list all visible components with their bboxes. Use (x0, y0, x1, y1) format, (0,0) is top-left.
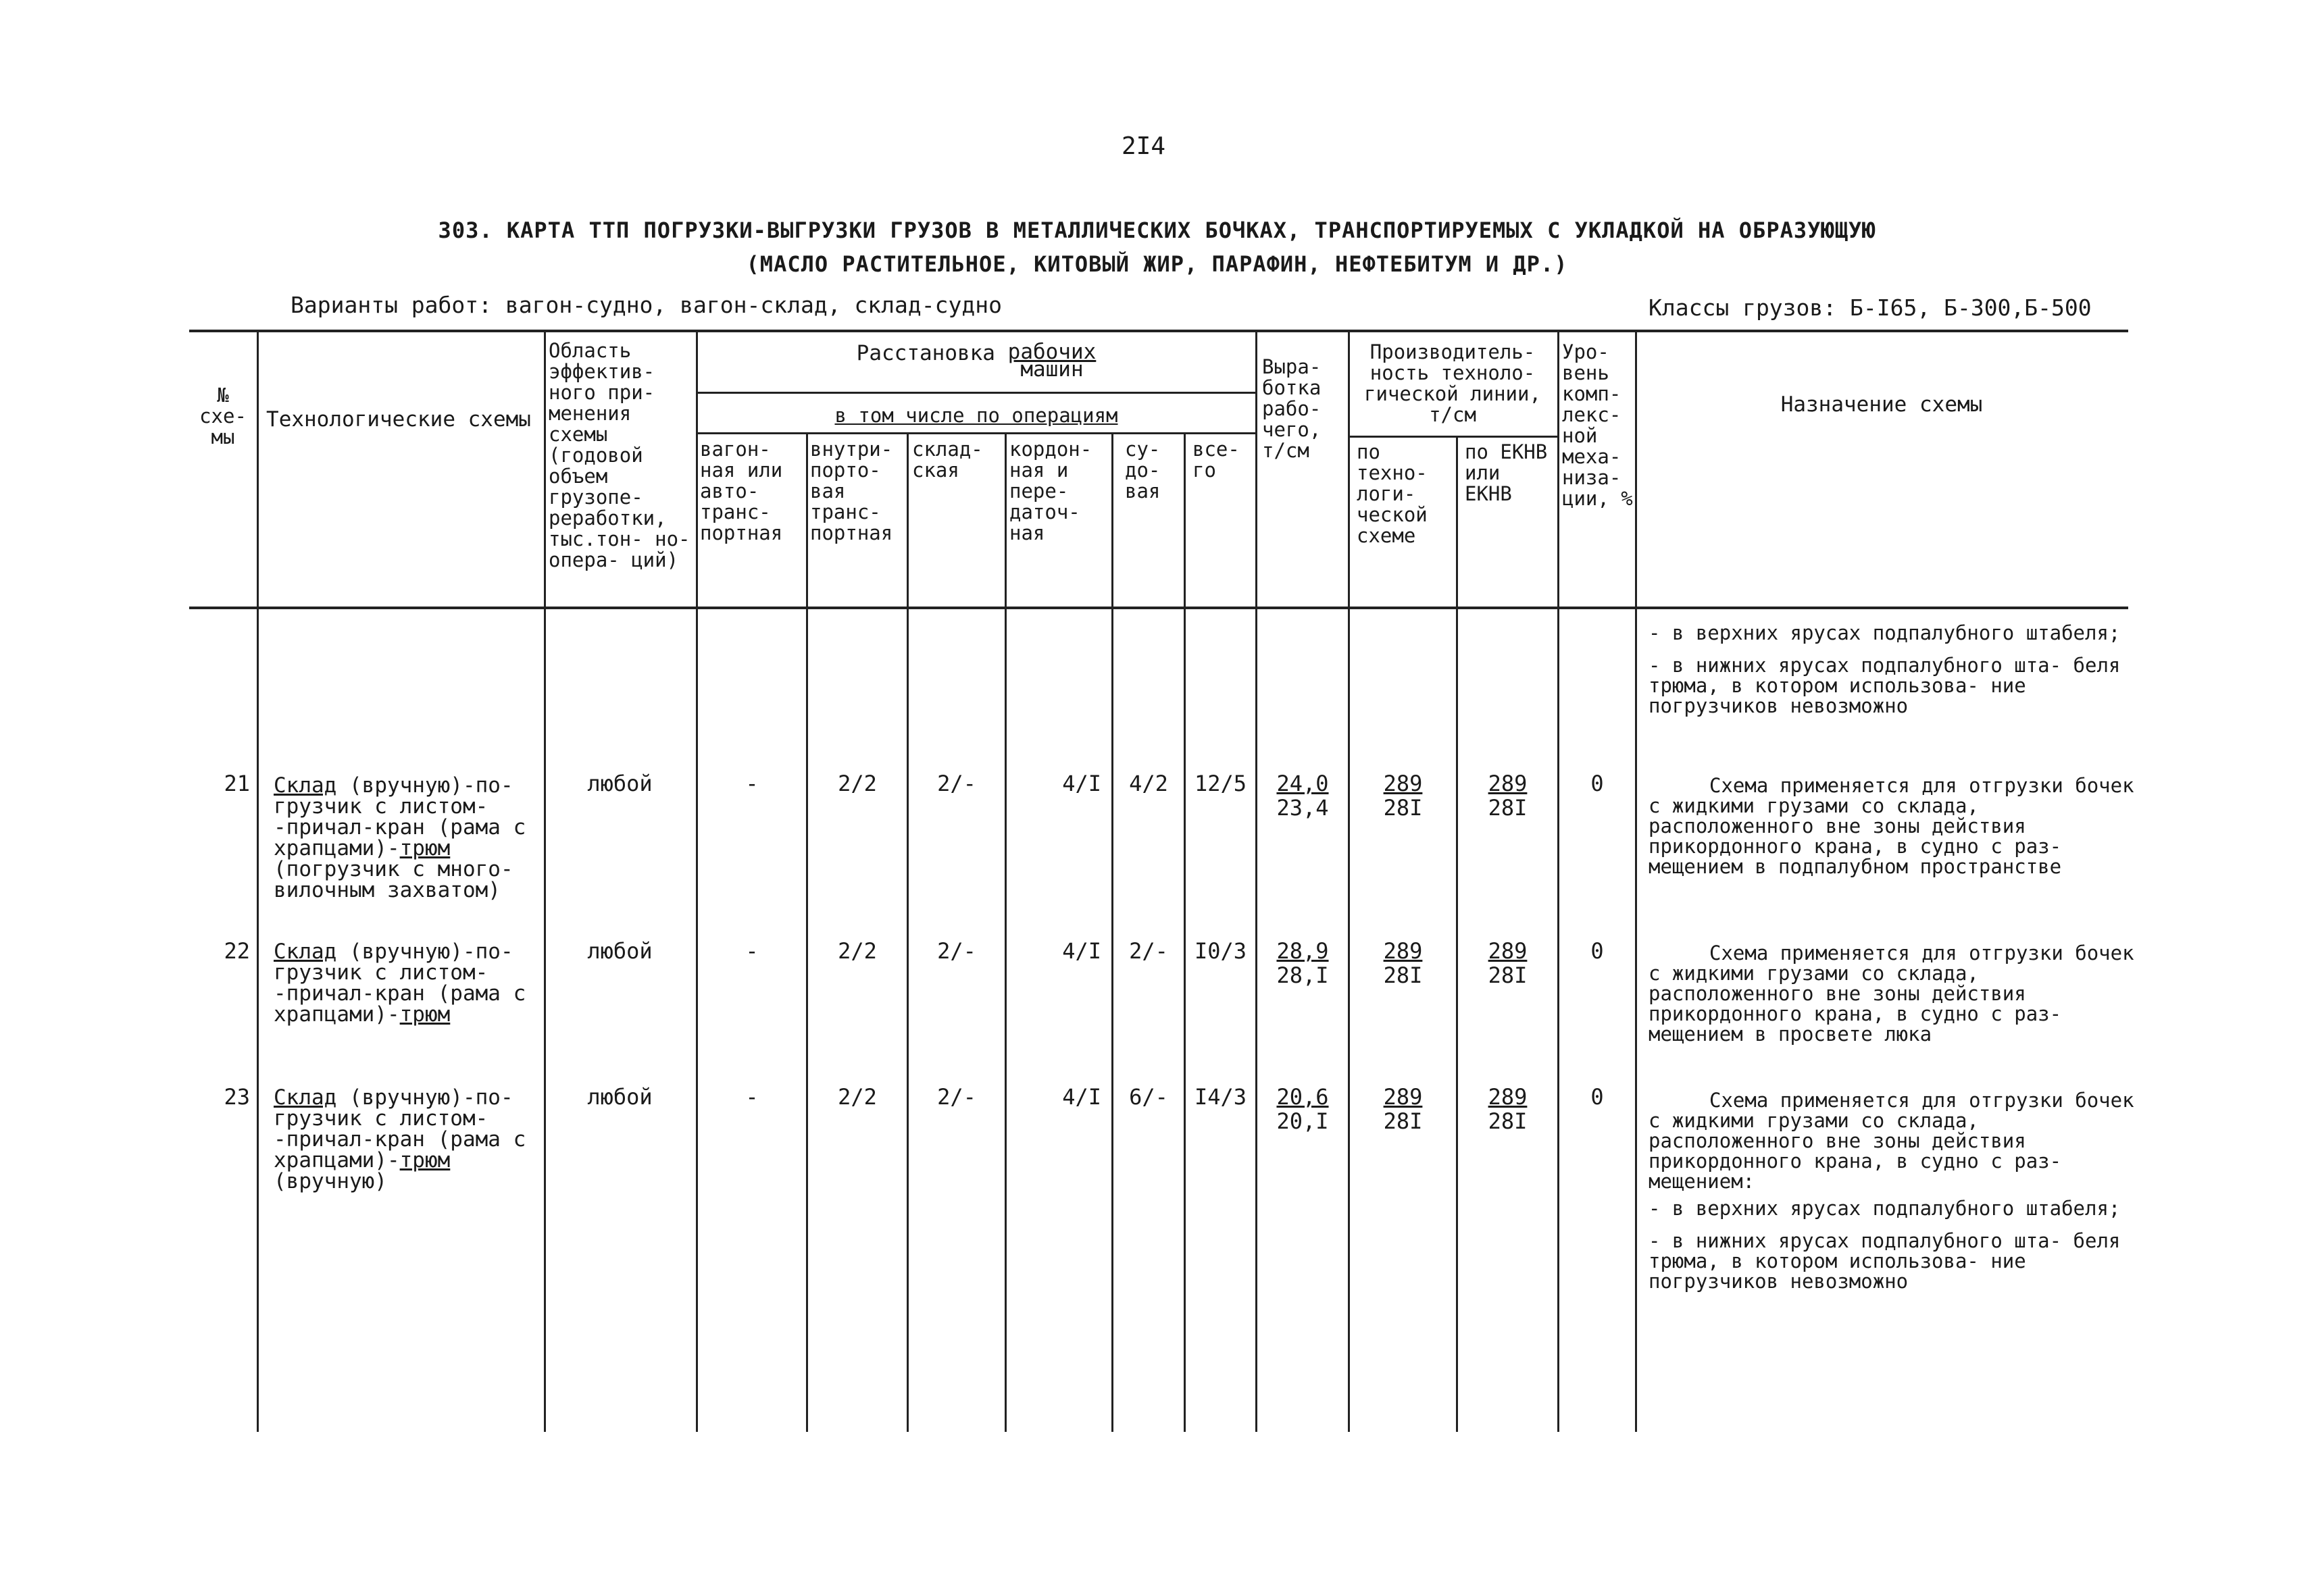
row-op-warehouse: 2/- (937, 771, 976, 796)
row-op-warehouse: 2/- (937, 938, 976, 964)
header-incl-ops: в том числе по операциям (834, 404, 1118, 427)
header-num: № схе- мы (199, 384, 247, 448)
row-op-total: 12/5 (1194, 771, 1247, 796)
header-op-total: все- го (1192, 438, 1240, 482)
header-op-ship: су- до- вая (1125, 438, 1161, 503)
page-subtitle: (МАСЛО РАСТИТЕЛЬНОЕ, КИТОВЫЙ ЖИР, ПАРАФИН, НЕФТЕБИТУМ И ДР.) (746, 251, 1568, 277)
row-op-ship: 6/- (1129, 1084, 1168, 1110)
row-prod-eknv: 289 28I (1488, 771, 1528, 821)
header-op-warehouse: склад- ская (912, 438, 983, 482)
row-op-cordon: 4/I (1062, 771, 1101, 796)
cargo-classes: Классы грузов: Б-I65, Б-300,Б-500 (1649, 294, 2092, 321)
row-op-total: I4/3 (1194, 1084, 1247, 1110)
header-purpose: Назначение схемы (1780, 392, 1983, 417)
header-op-cordon: кордон- ная и пере- даточ- ная (1009, 438, 1092, 544)
row-purpose: Схема применяется для отгрузки бочек с жидкими грузами со склада, расположенного вне зоны действия прикордонного крана, в судно с раз- мещением в подпалубном пространстве (1649, 774, 2134, 878)
page-title: 303. КАРТА ТТП ПОГРУЗКИ-ВЫГРУЗКИ ГРУЗОВ В МЕТАЛЛИЧЕСКИХ БОЧКАХ, ТРАНСПОРТИРУЕМЫХ С УКЛАДКОЙ НА ОБРАЗУЮЩУЮ (438, 217, 1876, 243)
row-op-warehouse: 2/- (937, 1084, 976, 1110)
intro-purpose-line: - в нижних ярусах подпалубного шта- беля трюма, в котором использова- ние погрузчиков невозможно (1649, 654, 2121, 717)
header-prod-eknv: по ЕКНВ или ЕКНВ (1465, 440, 1548, 505)
work-variants: Варианты работ: вагон-судно, вагон-склад, склад-судно (291, 292, 1002, 318)
row-output: 28,9 28,I (1276, 938, 1329, 988)
page-number: 2I4 (1122, 132, 1166, 160)
row-schema: Склад (вручную)-по- грузчик с листом- -причал-кран (рама с храпцами)-трюм (вручную) (274, 1085, 526, 1193)
header-placement-prefix: Расстановка (856, 341, 995, 365)
row-op-wagon: - (745, 771, 759, 796)
header-op-wagon: вагон- ная или авто- транс- портная (700, 438, 783, 544)
row-prod-tech: 289 28I (1383, 771, 1423, 821)
intro-purpose (1649, 623, 2135, 716)
row-op-inport: 2/2 (838, 771, 877, 796)
header-productivity: Производитель- ность техноло- гической линии, т/см (1364, 340, 1541, 426)
row-purpose (1649, 1090, 2135, 1291)
row-op-cordon: 4/I (1062, 1084, 1101, 1110)
row-schema: Склад (вручную)-по- грузчик с листом- -причал-кран (рама с храпцами)-трюм (погрузчик с много- вилочным захватом) (274, 773, 526, 902)
row-op-total: I0/3 (1194, 938, 1247, 964)
row-num: 22 (224, 938, 250, 964)
row-purpose: Схема применяется для отгрузки бочек с жидкими грузами со склада, расположенного вне зоны действия прикордонного крана, в судно с раз- мещением в просвете люка (1649, 942, 2134, 1046)
header-output: Выра- ботка рабо- чего, т/см (1262, 355, 1322, 462)
row-prod-eknv: 289 28I (1488, 938, 1528, 988)
row-mechanization: 0 (1590, 771, 1604, 796)
header-prod-tech: по техно- логи- ческой схеме (1357, 440, 1428, 547)
row-prod-tech: 289 28I (1383, 938, 1423, 988)
header-area: Область эффектив- ного при- менения схемы (годовой объем грузопе- реработки, тыс.тон- но-опера- ций) (549, 339, 690, 571)
row-mechanization: 0 (1590, 1084, 1604, 1110)
row-purpose-line: - в верхних ярусах подпалубного штабеля; (1649, 1197, 2121, 1220)
row-schema: Склад (вручную)-по- грузчик с листом- -причал-кран (рама с храпцами)-трюм (274, 939, 526, 1027)
row-op-cordon: 4/I (1062, 938, 1101, 964)
row-area: любой (587, 771, 653, 796)
row-output: 20,6 20,I (1276, 1084, 1329, 1134)
header-tech-schemes: Технологические схемы (266, 407, 531, 432)
row-mechanization: 0 (1590, 938, 1604, 964)
row-prod-eknv: 289 28I (1488, 1084, 1528, 1134)
header-placement-workers: рабочих (1007, 340, 1097, 364)
row-area: любой (587, 1084, 653, 1110)
row-op-ship: 2/- (1129, 938, 1168, 964)
header-placement (703, 340, 1250, 382)
row-area: любой (587, 938, 653, 964)
header-mechanization: Уро- вень комп- лекс- ной меха- низа- ции, % (1562, 340, 1633, 510)
row-op-wagon: - (745, 1084, 759, 1110)
header-op-inport: внутри- порто- вая транс- портная (810, 438, 893, 544)
row-purpose-line: - в нижних ярусах подпалубного шта- беля трюма, в котором использова- ние погрузчиков невозможно (1649, 1229, 2121, 1293)
row-op-wagon: - (745, 938, 759, 964)
intro-purpose-line: - в верхних ярусах подпалубного штабеля; (1649, 621, 2121, 644)
row-num: 21 (224, 771, 250, 796)
row-output: 24,0 23,4 (1276, 771, 1329, 821)
row-op-ship: 4/2 (1129, 771, 1168, 796)
row-op-inport: 2/2 (838, 1084, 877, 1110)
header-placement-machines: машин (1020, 357, 1084, 382)
row-prod-tech: 289 28I (1383, 1084, 1423, 1134)
row-num: 23 (224, 1084, 250, 1110)
row-purpose-line: Схема применяется для отгрузки бочек с жидкими грузами со склада, расположенного вне зоны действия прикордонного крана, в судно с раз- мещением: (1649, 1089, 2134, 1193)
row-op-inport: 2/2 (838, 938, 877, 964)
